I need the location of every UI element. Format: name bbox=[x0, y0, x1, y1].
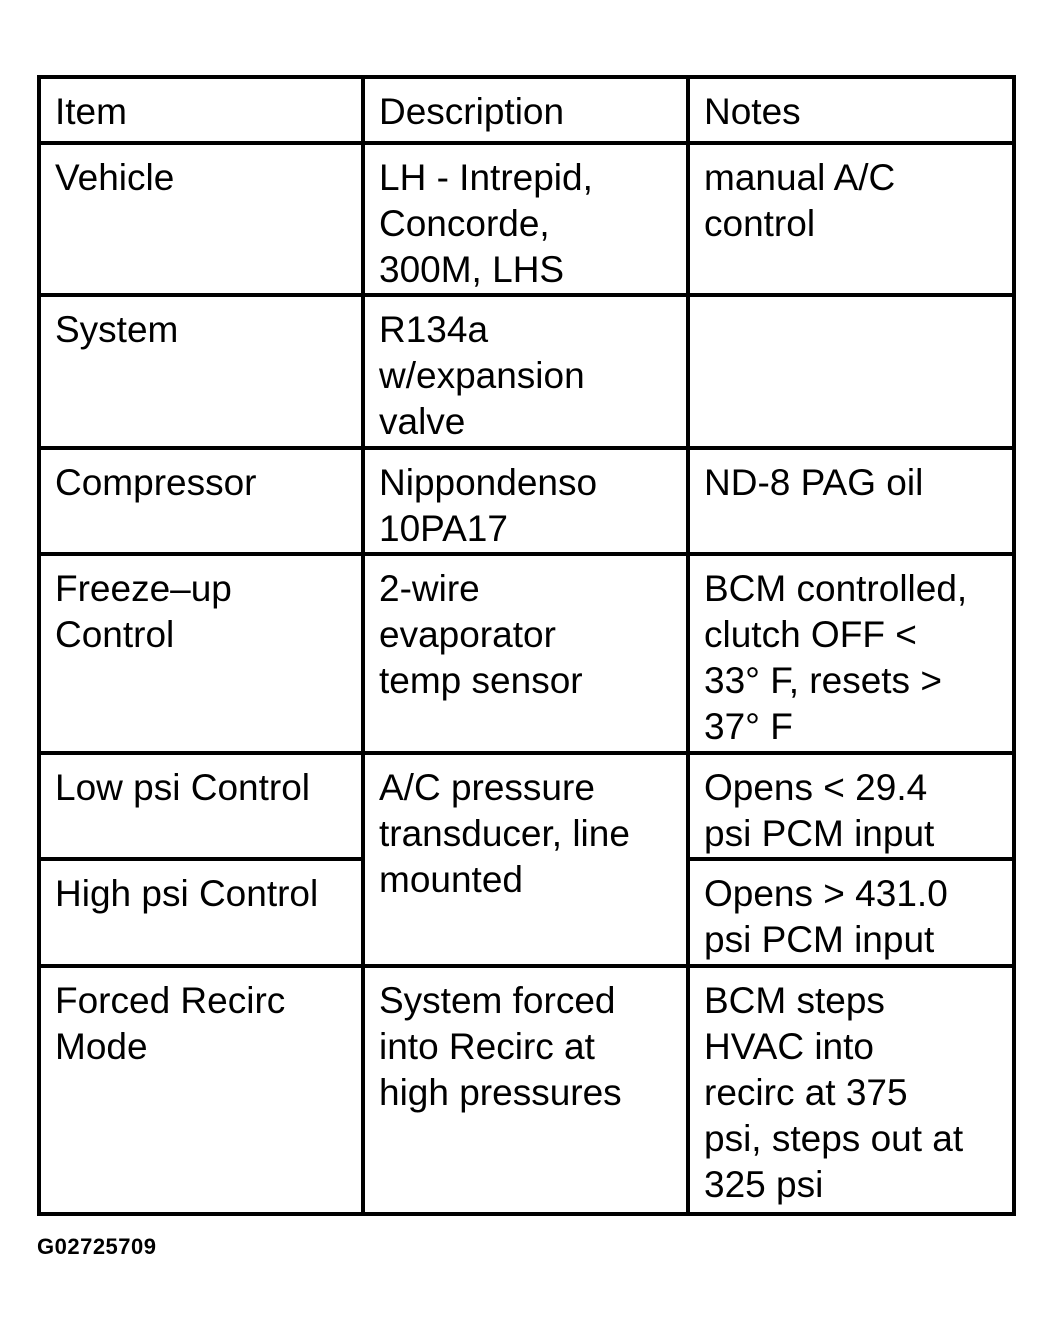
table-row bbox=[39, 753, 1014, 859]
item-cell: Vehicle bbox=[39, 143, 363, 295]
description-cell: System forced into Recirc at high pressures bbox=[363, 966, 688, 1214]
notes-cell bbox=[688, 295, 1014, 448]
notes-cell: manual A/C control bbox=[688, 143, 1014, 295]
header-row bbox=[39, 77, 1014, 143]
header-item: Item bbox=[39, 77, 363, 143]
table-row bbox=[39, 295, 1014, 448]
spec-table bbox=[37, 75, 1016, 1216]
description-cell: Nippondenso 10PA17 bbox=[363, 448, 688, 554]
item-cell: System bbox=[39, 295, 363, 448]
header-description: Description bbox=[363, 77, 688, 143]
description-cell: R134a w/expansion valve bbox=[363, 295, 688, 448]
table-row bbox=[39, 448, 1014, 554]
table-row bbox=[39, 143, 1014, 295]
header-notes: Notes bbox=[688, 77, 1014, 143]
notes-cell: Opens < 29.4 psi PCM input bbox=[688, 753, 1014, 859]
item-cell: High psi Control bbox=[39, 859, 363, 966]
description-cell: A/C pressure transducer, line mounted bbox=[363, 753, 688, 966]
notes-cell: ND-8 PAG oil bbox=[688, 448, 1014, 554]
notes-cell: BCM steps HVAC into recirc at 375 psi, steps out at 325 psi bbox=[688, 966, 1014, 1214]
item-cell: Freeze–up Control bbox=[39, 554, 363, 753]
notes-cell: Opens > 431.0 psi PCM input bbox=[688, 859, 1014, 966]
description-cell: LH - Intrepid, Concorde, 300M, LHS bbox=[363, 143, 688, 295]
notes-cell: BCM controlled, clutch OFF < 33° F, resets > 37° F bbox=[688, 554, 1014, 753]
item-cell: Compressor bbox=[39, 448, 363, 554]
figure-id: G02725709 bbox=[37, 1234, 157, 1259]
item-cell: Low psi Control bbox=[39, 753, 363, 859]
item-cell: Forced Recirc Mode bbox=[39, 966, 363, 1214]
description-cell: 2-wire evaporator temp sensor bbox=[363, 554, 688, 753]
table-row bbox=[39, 966, 1014, 1214]
table-row bbox=[39, 554, 1014, 753]
